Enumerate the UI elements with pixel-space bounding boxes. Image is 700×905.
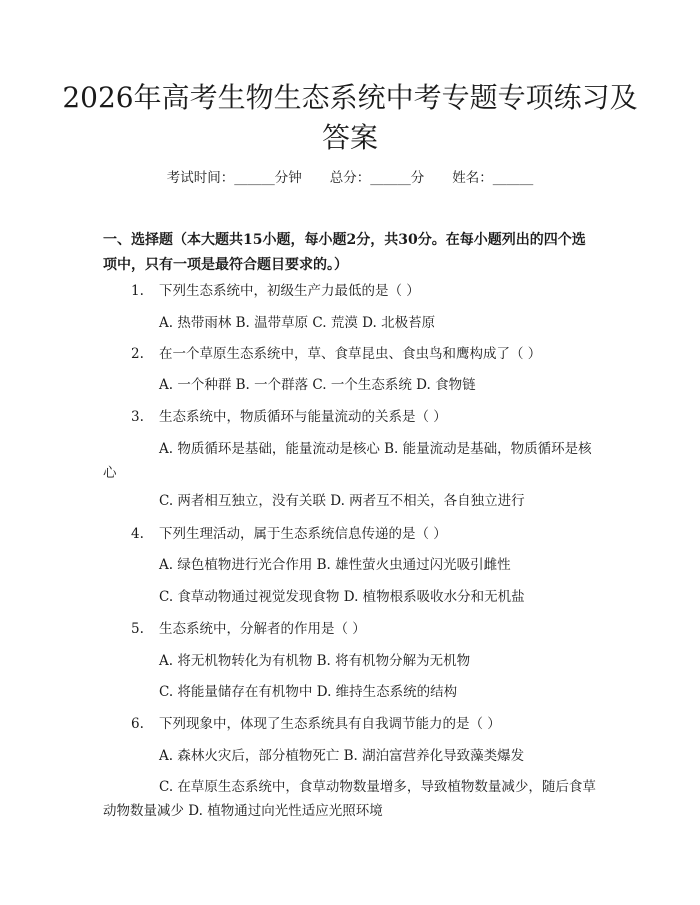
question-1 [103,279,597,304]
page-title: 2026年高考生物生态系统中考专题专项练习及答案 [62,81,638,154]
question-6-options-ab: A. 森林火灾后，部分植物死亡 B. 湖泊富营养化导致藻类爆发 [159,748,525,764]
question-5 [103,617,597,642]
exam-info-line [0,168,700,188]
question-4-options-ab: A. 绿色植物进行光合作用 B. 雄性萤火虫通过闪光吸引雌性 [159,557,511,573]
question-4-options-cd: C. 食草动物通过视觉发现食物 D. 植物根系吸收水分和无机盐 [159,589,525,605]
question-3-options-cd: C. 两者相互独立，没有关联 D. 两者互不相关，各自独立进行 [159,493,525,509]
student-name-field: 姓名：______ [452,170,534,186]
question-stem: 生态系统中，分解者的作用是（ ） [159,621,366,637]
question-6-options-cd: C. 在草原生态系统中，食草动物数量增多，导致植物数量减少，随后食草动物数量减少 D. 植物通过向光性适应光照环境 [103,779,596,819]
question-2-options: A. 一个种群 B. 一个群落 C. 一个生态系统 D. 食物链 [159,377,476,393]
question-number: 1. [131,283,144,299]
section-heading: 一、选择题（本大题共15小题，每小题2分，共30分。在每小题列出的四个选项中，只有一项是最符合题目要求的。） [103,232,586,273]
question-stem: 下列现象中，体现了生态系统具有自我调节能力的是（ ） [159,716,501,732]
question-5-options-cd: C. 将能量储存在有机物中 D. 维持生态系统的结构 [159,684,458,700]
question-number: 6. [131,716,144,732]
question-6 [103,712,597,737]
question-number: 5. [131,621,144,637]
question-stem: 下列生态系统中，初级生产力最低的是（ ） [159,283,420,299]
question-stem: 在一个草原生态系统中，草、食草昆虫、食虫鸟和鹰构成了（ ） [159,346,542,362]
question-stem: 生态系统中，物质循环与能量流动的关系是（ ） [159,409,447,425]
question-number: 3. [131,409,144,425]
question-5-options-ab: A. 将无机物转化为有机物 B. 将有机物分解为无机物 [159,653,471,669]
question-4 [103,522,597,547]
question-2 [103,342,597,367]
total-score-field: 总分：______分 [329,170,425,186]
question-1-options: A. 热带雨林 B. 温带草原 C. 荒漠 D. 北极苔原 [159,315,436,331]
question-3-options-ab: A. 物质循环是基础，能量流动是核心 B. 能量流动是基础，物质循环是核心 [103,441,592,481]
question-3 [103,405,597,430]
exam-time-field: 考试时间：______分钟 [166,170,302,186]
question-number: 4. [131,526,144,542]
question-stem: 下列生理活动，属于生态系统信息传递的是（ ） [159,526,447,542]
question-number: 2. [131,346,144,362]
